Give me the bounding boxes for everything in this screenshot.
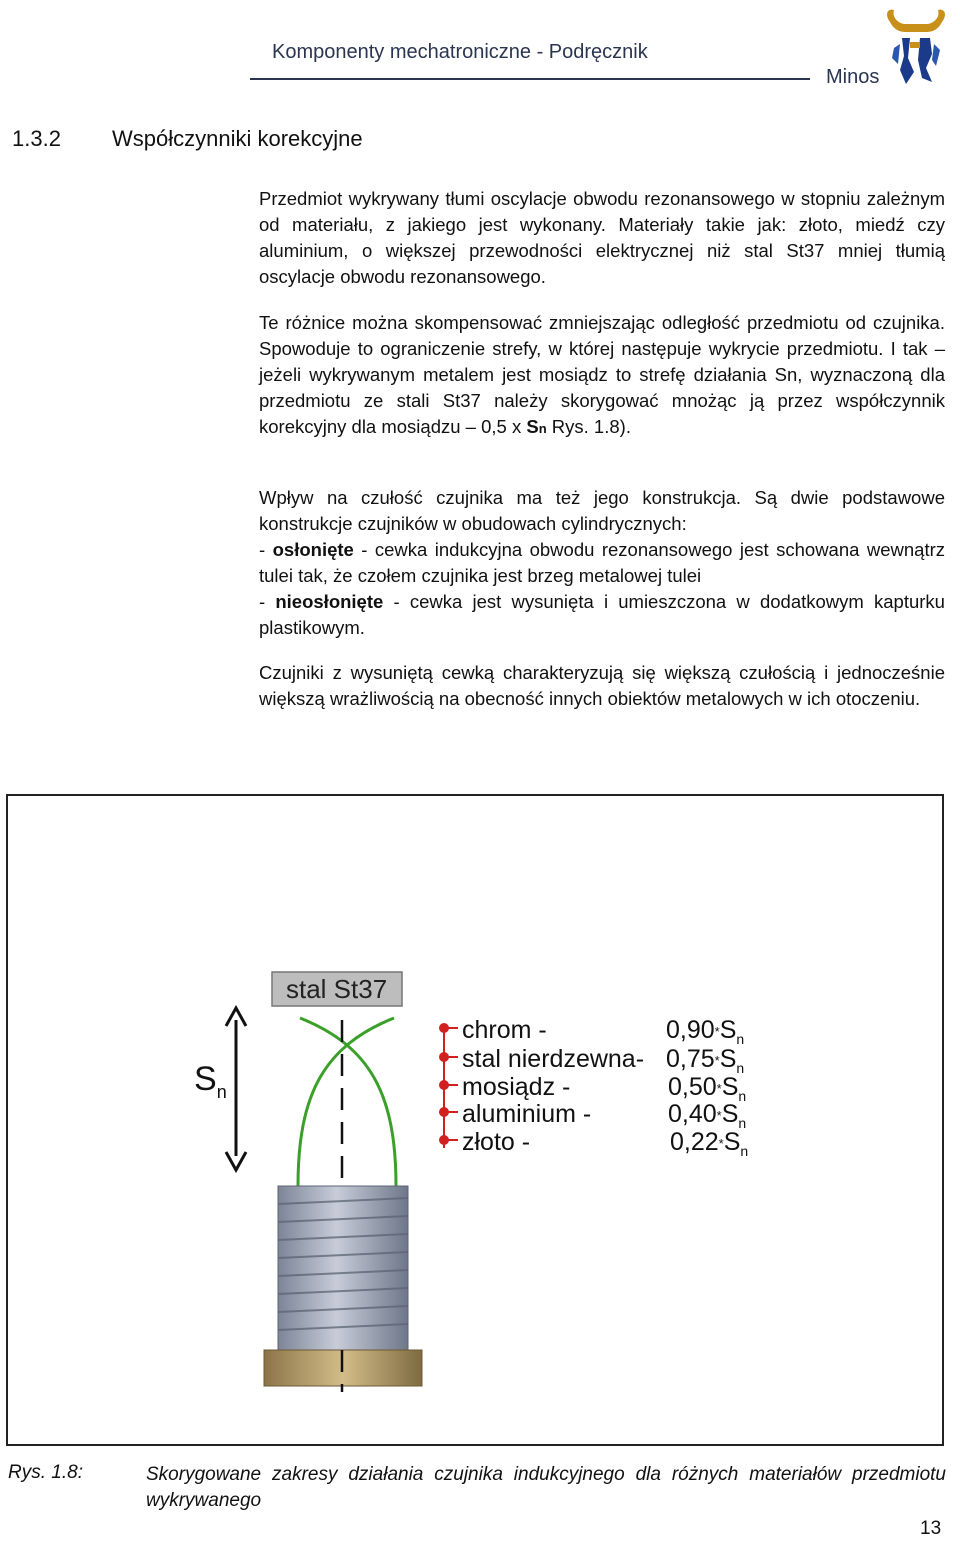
section-number: 1.3.2 xyxy=(12,126,61,151)
figure-caption-label: Rys. 1.8: xyxy=(8,1462,83,1483)
brand-name: Minos xyxy=(826,66,880,88)
minos-logo-icon xyxy=(880,8,952,92)
material-name-stainless: stal nierdzewna- xyxy=(462,1045,645,1073)
page-number: 13 xyxy=(920,1518,942,1539)
figure-caption-text: Skorygowane zakresy działania czujnika indukcyjnego dla różnych materiałów przedmiotu wykrywanego xyxy=(146,1464,946,1511)
factor-brass: $0,50*S_n$ xyxy=(668,1073,747,1104)
section-title: Współczynniki korekcyjne xyxy=(112,126,363,151)
paragraph-2-text-a: Te różnice można skompensować zmniejszając odległość przedmiotu od czujnika. Spowoduje to ograniczenie strefy, w której następuje wykrycie przedmiotu. I tak – jeżeli wykrywanym metalem jest mosiądz to strefę działania Sn, wyznaczoną dla przedmiotu ze stali St37 należy skorygować mnożąc ją przez współczynnik korekcyjny dla mosiądzu – 0,5 x xyxy=(259,312,945,437)
sn-symbol: S xyxy=(526,416,539,437)
paragraph-4: Czujniki z wysuniętą cewką charakteryzują się większą czułością i jednocześnie większą wrażliwością na obecność innych obiektów metalowych w ich otoczeniu. xyxy=(259,662,945,709)
factor-stainless: $0,75*S_n$ xyxy=(666,1045,745,1076)
sn-label-sub: n xyxy=(216,1082,227,1102)
header-rule xyxy=(250,78,810,80)
sn-label xyxy=(194,1060,227,1102)
factor-chrom: $0,90*S_n$ xyxy=(666,1016,745,1047)
material-markers xyxy=(439,1023,458,1148)
sensor-diagram xyxy=(6,794,944,1446)
term-shielded: osłonięte xyxy=(272,539,354,560)
list-item-prefix: - xyxy=(259,591,276,612)
list-item-shielded: - cewka indukcyjna obwodu rezonansowego jest schowana wewnątrz tulei tak, że czołem czujnika jest brzeg metalowej tulei xyxy=(259,539,945,586)
list-item-unshielded: - cewka jest wysunięta i umieszczona w dodatkowym kapturku plastikowym. xyxy=(259,591,945,638)
material-name-aluminium: aluminium - xyxy=(462,1100,592,1128)
paragraph-3-intro: Wpływ na czułość czujnika ma też jego konstrukcja. Są dwie podstawowe konstrukcje czujników w obudowach cylindrycznych: xyxy=(259,487,945,534)
sn-label-symbol: S xyxy=(194,1060,217,1098)
material-name-chrom: chrom - xyxy=(462,1016,547,1044)
list-item-prefix: - xyxy=(259,539,273,560)
sensor-thread xyxy=(278,1186,408,1350)
paragraph-2-text-b: Rys. 1.8). xyxy=(546,416,631,437)
plate-label: stal St37 xyxy=(286,974,388,1004)
material-name-gold: złoto - xyxy=(462,1128,531,1156)
term-unshielded: nieosłonięte xyxy=(275,591,384,612)
factor-gold: $0,22*S_n$ xyxy=(670,1128,749,1159)
factor-aluminium: $0,40*S_n$ xyxy=(668,1100,747,1131)
paragraph-1: Przedmiot wykrywany tłumi oscylacje obwodu rezonansowego w stopniu zależnym od materiału, z jakiego jest wykonany. Materiały takie jak: złoto, miedź czy aluminium, o większej przewodności elektrycznej niż stal St37 mniej tłumią oscylacje obwodu rezonansowego. xyxy=(259,188,945,287)
material-name-brass: mosiądz - xyxy=(462,1073,571,1101)
paragraph-2 xyxy=(259,310,945,442)
paragraph-3 xyxy=(259,485,945,641)
document-title: Komponenty mechatroniczne - Podręcznik xyxy=(272,41,648,63)
sn-subscript: n xyxy=(538,421,547,436)
